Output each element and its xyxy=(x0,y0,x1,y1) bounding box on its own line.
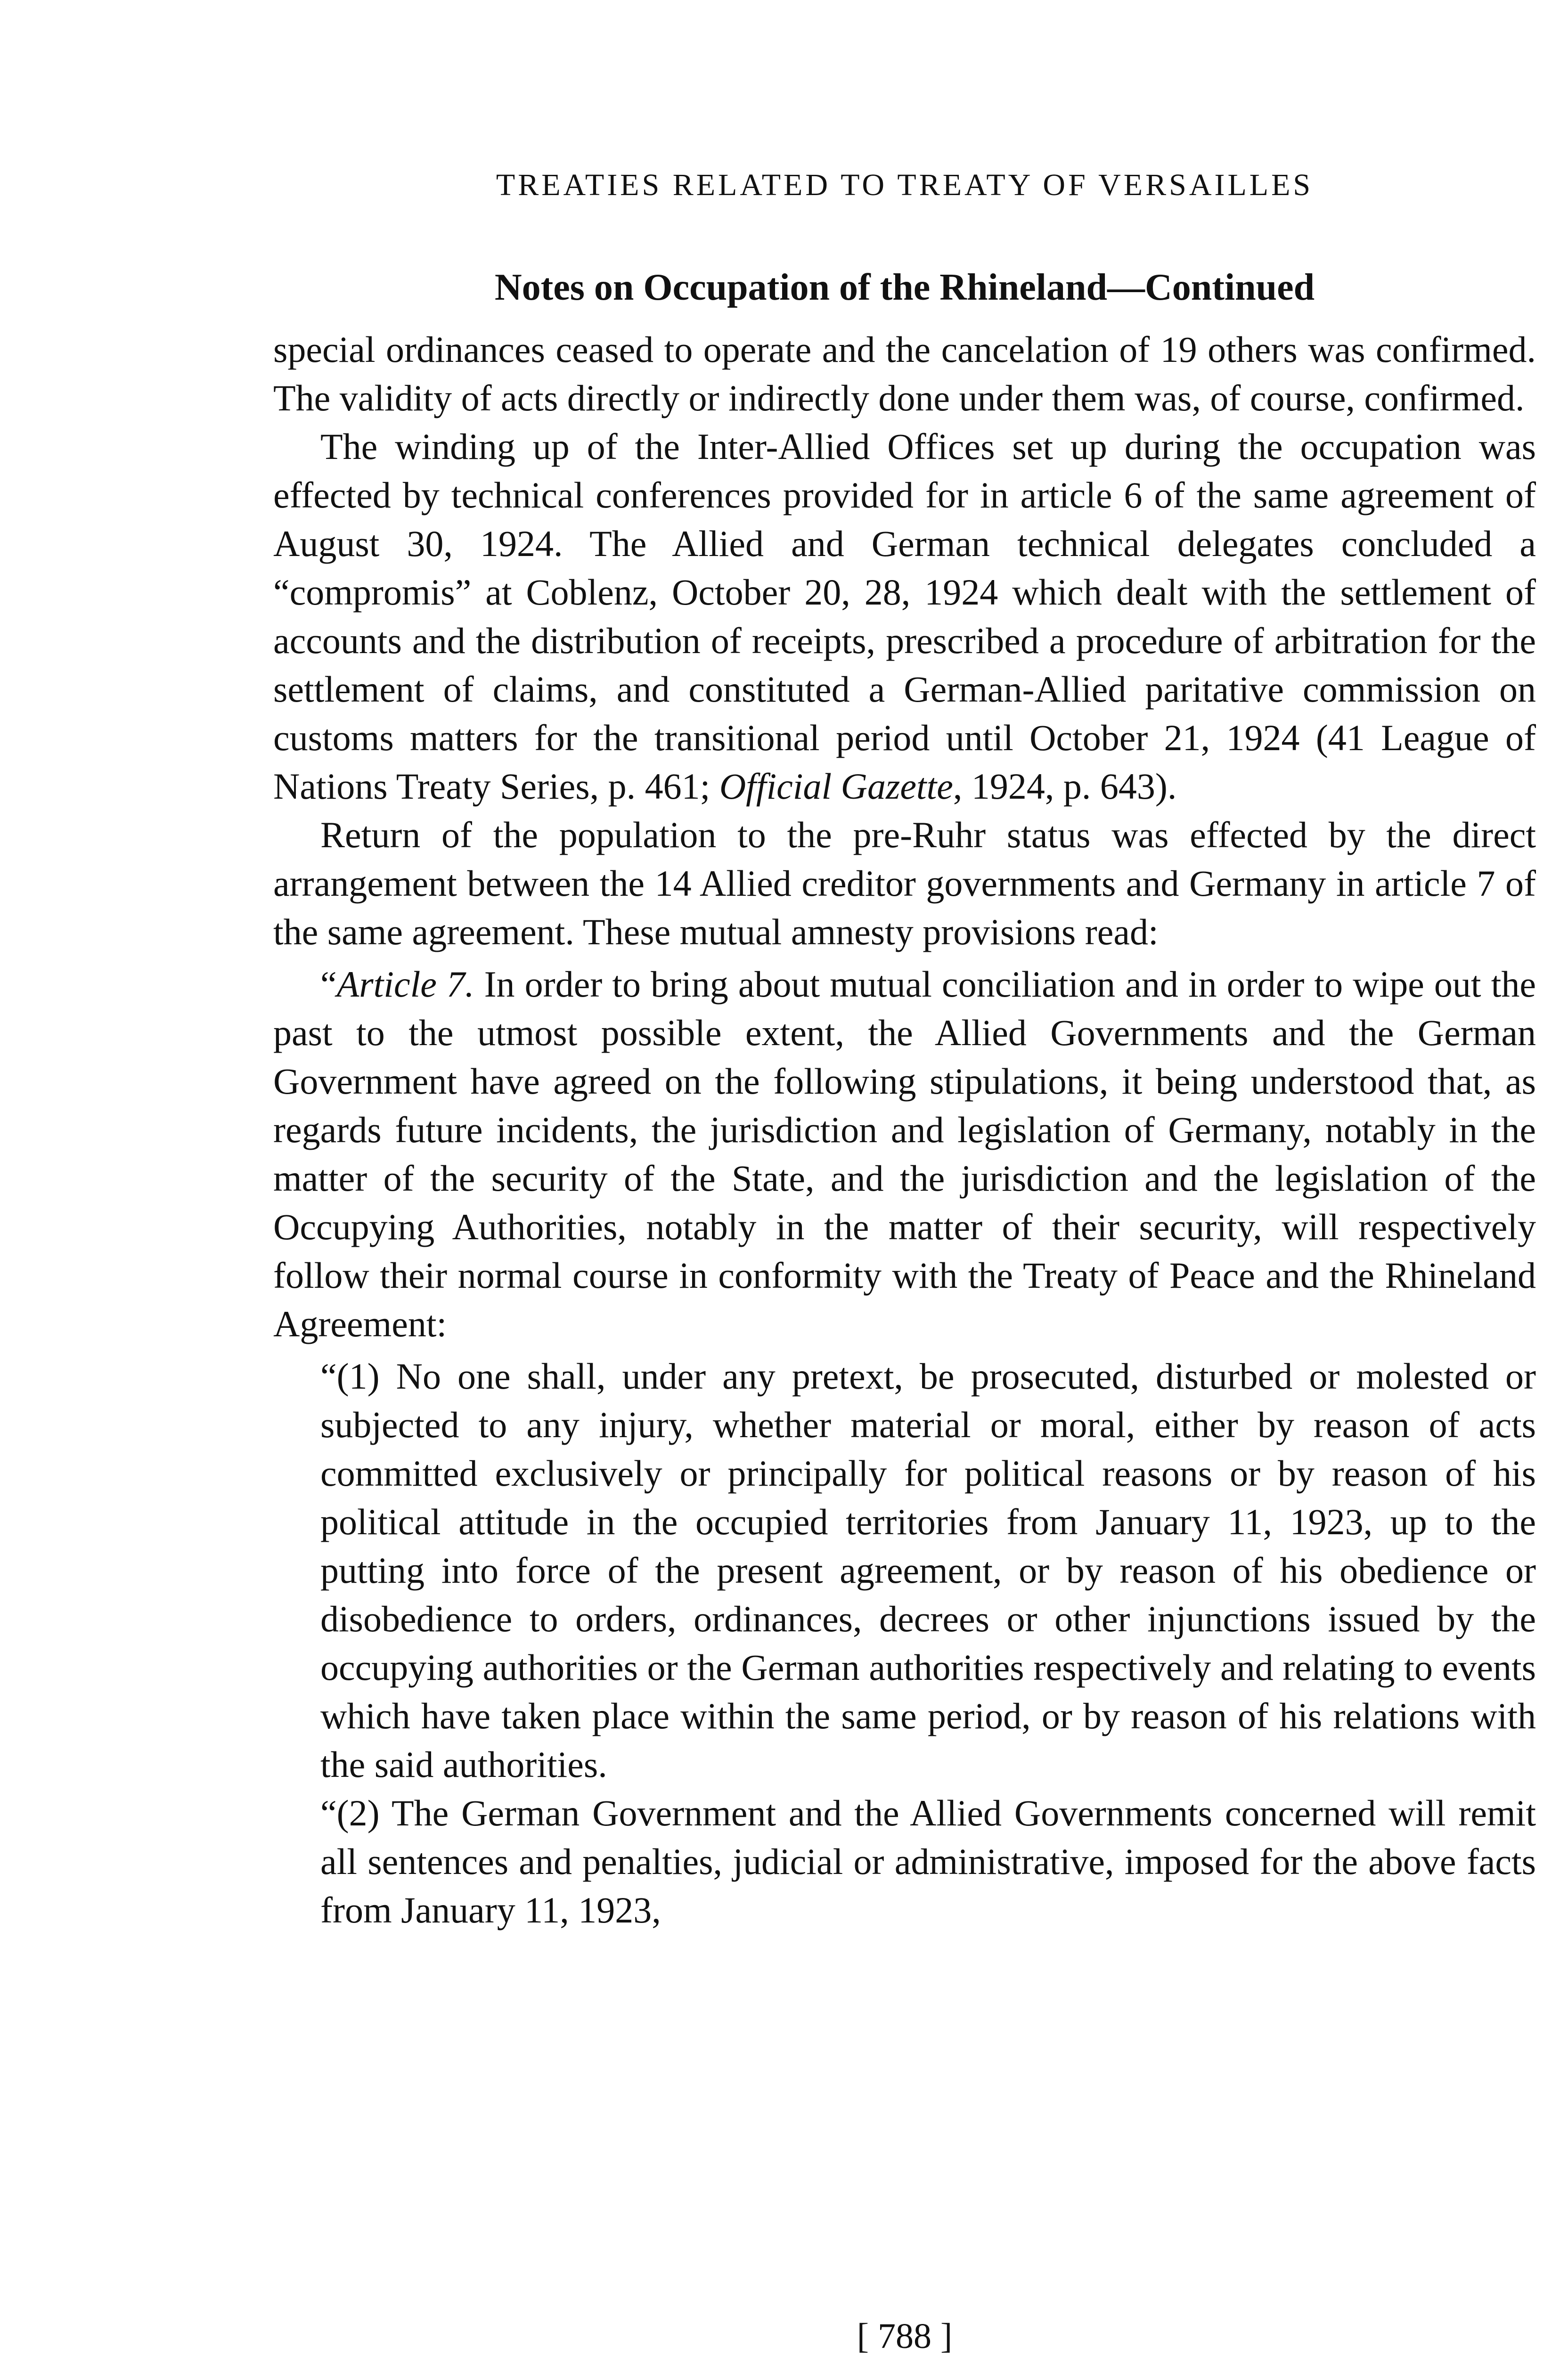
article-text: In order to bring about mutual conciliation and in order to wipe out the past to the utmost possible extent, the Allied Governments and the German Government have agreed on the following stipulations, it being understood that, as regards future incidents, the jurisdiction and legislation of Germany, notably in the matter of the security of the State, and the jurisdiction and the legislation of the Occupying Authorities, notably in the matter of their security, will respectively follow their normal course in conformity with the Treaty of Peace and the Rhineland Agreement: xyxy=(273,964,1536,1344)
citation-end: , 1924, p. 643). xyxy=(953,766,1177,807)
clause-2: “(2) The German Government and the Allied Governments concerned will remit all sentences and penalties, judicial or administrative, imposed for the above facts from January 11, 1923, xyxy=(320,1792,1536,1931)
article-label: Article 7. xyxy=(336,964,474,1005)
body-text xyxy=(273,325,1536,1934)
paragraph-inter-allied-offices xyxy=(273,422,1536,810)
italic-citation: Official Gazette xyxy=(719,766,953,807)
paragraph-return-population: Return of the population to the pre-Ruhr status was effected by the direct arrangement between the 14 Allied creditor governments and Germany in article 7 of the same agreement. These mutual amnesty provisions read: xyxy=(273,814,1536,952)
paragraph-article-7 xyxy=(273,960,1536,1348)
running-head: TREATIES RELATED TO TREATY OF VERSAILLES xyxy=(496,168,1314,202)
paragraph-continuation: special ordinances ceased to operate and the cancelation of 19 others was confirmed. The validity of acts directly or indirectly done under them was, of course, confirmed. xyxy=(273,329,1536,418)
paragraph-text: The winding up of the Inter-Allied Offices set up during the occupation was effected by technical conferences provided for in article 6 of the same agreement of August 30, 1924. The Allied and German technical delegates concluded a “compromis” at Coblenz, October 20, 28, 1924 which dealt with the settlement of accounts and the distribution of receipts, prescribed a procedure of arbitration for the settlement of claims, and constituted a German-Allied paritative commission on customs matters for the transitional period until October 21, 1924 (41 League of Nations Treaty Series, p. 461; xyxy=(273,426,1536,807)
section-heading: Notes on Occupation of the Rhineland—Continued xyxy=(494,267,1315,308)
clause-1: “(1) No one shall, under any pretext, be prosecuted, disturbed or molested or subjected to any injury, whether material or moral, either by reason of acts committed exclusively or principally for political reasons or by reason of his political attitude in the occupied territories from January 11, 1923, up to the putting into force of the present agreement, or by reason of his obedience or disobedience to orders, ordinances, decrees or other injunctions issued by the occupying authorities or the German authorities respectively and relating to events which have taken place within the same period, or by reason of his relations with the said authorities. xyxy=(320,1356,1536,1785)
page-number: [ 788 ] xyxy=(857,2316,953,2356)
document-page xyxy=(273,170,1536,2356)
quote-mark: “ xyxy=(320,964,337,1005)
